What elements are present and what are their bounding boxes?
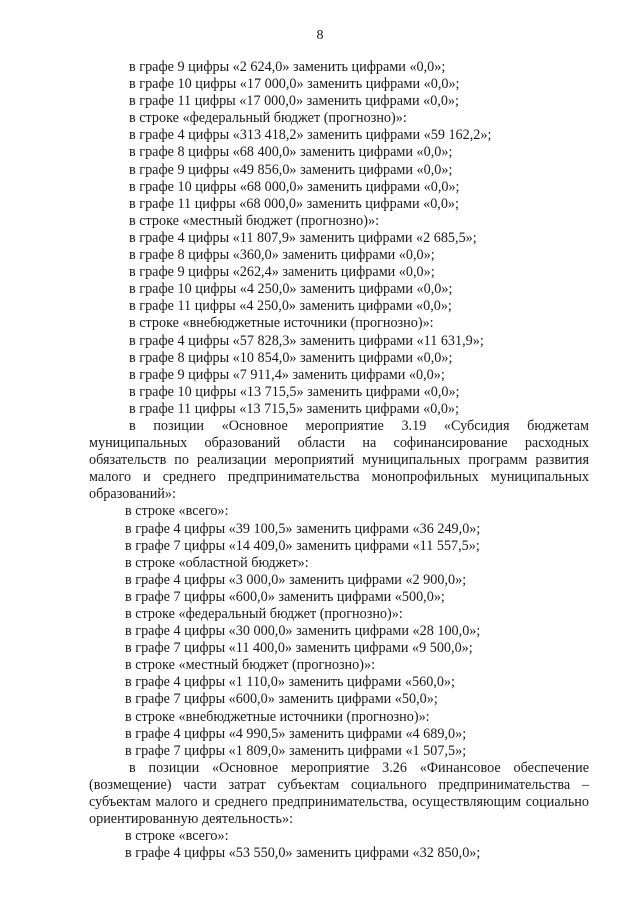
amendment-line: в графе 4 цифры «313 418,2» заменить цифрами «59 162,2»; xyxy=(129,127,492,144)
row-heading-line: в строке «всего»: xyxy=(125,828,229,845)
amendment-line: в графе 8 цифры «360,0» заменить цифрами «0,0»; xyxy=(129,247,435,264)
amendment-line: в графе 7 цифры «1 809,0» заменить цифрами «1 507,5»; xyxy=(125,742,467,759)
amendment-line: в графе 4 цифры «4 990,5» заменить цифрами «4 689,0»; xyxy=(125,725,467,742)
amendment-line: в графе 4 цифры «1 110,0» заменить цифрами «560,0»; xyxy=(125,674,455,691)
amendment-line: в графе 7 цифры «14 409,0» заменить цифрами «11 557,5»; xyxy=(125,537,480,554)
amendment-line: в графе 11 цифры «68 000,0» заменить цифрами «0,0»; xyxy=(129,195,459,212)
page-number: 8 xyxy=(316,28,324,43)
amendment-line: в графе 4 цифры «39 100,5» заменить цифрами «36 249,0»; xyxy=(125,520,481,537)
amendment-line: в графе 11 цифры «17 000,0» заменить цифрами «0,0»; xyxy=(129,93,459,110)
amendment-line: в графе 4 цифры «57 828,3» заменить цифрами «11 631,9»; xyxy=(129,332,484,349)
position-paragraph-3-19: в позиции «Основное мероприятие 3.19 «Субсидия бюджетам муниципальных образований области на софинансирование расходных обязательств по реализации мероприятий муниципальных программ развития малого и среднего предпринимательства монопрофильных муниципальных образований»: xyxy=(89,417,589,503)
amendment-line: в графе 4 цифры «11 807,9» заменить цифрами «2 685,5»; xyxy=(129,229,477,246)
amendment-line: в графе 9 цифры «262,4» заменить цифрами «0,0»; xyxy=(129,264,435,281)
row-heading-line: в строке «федеральный бюджет (прогнозно)»: xyxy=(125,606,403,622)
amendment-line: в графе 11 цифры «13 715,5» заменить цифрами «0,0»; xyxy=(129,400,459,417)
amendment-line: в графе 4 цифры «53 550,0» заменить цифрами «32 850,0»; xyxy=(125,845,481,862)
amendment-line: в графе 7 цифры «600,0» заменить цифрами «500,0»; xyxy=(125,588,445,605)
row-heading-line: в строке «всего»: xyxy=(125,503,229,520)
row-heading-line: в строке «местный бюджет (прогнозно)»: xyxy=(129,212,380,229)
amendment-line: в графе 8 цифры «10 854,0» заменить цифрами «0,0»; xyxy=(129,349,453,366)
amendment-line: в графе 8 цифры «68 400,0» заменить цифрами «0,0»; xyxy=(129,144,453,161)
amendment-line: в графе 9 цифры «49 856,0» заменить цифрами «0,0»; xyxy=(129,161,453,178)
row-heading-line: в строке «внебюджетные источники (прогнозно)»: xyxy=(129,315,434,332)
amendment-line: в графе 10 цифры «68 000,0» заменить цифрами «0,0»; xyxy=(129,178,460,195)
amendment-line: в графе 10 цифры «17 000,0» заменить цифрами «0,0»; xyxy=(129,76,460,93)
row-heading-line: в строке «областной бюджет»: xyxy=(125,554,309,571)
amendment-line: в графе 9 цифры «7 911,4» заменить цифрами «0,0»; xyxy=(129,366,445,383)
row-heading-line: в строке «внебюджетные источники (прогнозно)»: xyxy=(125,708,430,725)
amendment-line: в графе 10 цифры «13 715,5» заменить цифрами «0,0»; xyxy=(129,383,460,400)
row-heading-line: в строке «местный бюджет (прогнозно)»: xyxy=(125,657,376,674)
amendment-line: в графе 11 цифры «4 250,0» заменить цифрами «0,0»; xyxy=(129,298,452,315)
amendment-line: в графе 4 цифры «3 000,0» заменить цифрами «2 900,0»; xyxy=(125,571,467,588)
amendment-line: в графе 10 цифры «4 250,0» заменить цифрами «0,0»; xyxy=(129,281,453,298)
amendment-line: в графе 7 цифры «600,0» заменить цифрами «50,0»; xyxy=(125,691,438,708)
amendment-line: в графе 9 цифры «2 624,0» заменить цифрами «0,0»; xyxy=(129,59,446,75)
amendment-line: в графе 7 цифры «11 400,0» заменить цифрами «9 500,0»; xyxy=(125,640,473,657)
position-paragraph-3-26: в позиции «Основное мероприятие 3.26 «Финансовое обеспечение (возмещение) части затрат субъектам социального предпринимательства – субъектам малого и среднего предпринимательства, осуществляющим социально ориентированную деятельность»: xyxy=(89,759,589,828)
row-heading-line: в строке «федеральный бюджет (прогнозно)»: xyxy=(129,110,407,127)
document-body xyxy=(0,59,640,862)
amendment-line: в графе 4 цифры «30 000,0» заменить цифрами «28 100,0»; xyxy=(125,623,481,640)
